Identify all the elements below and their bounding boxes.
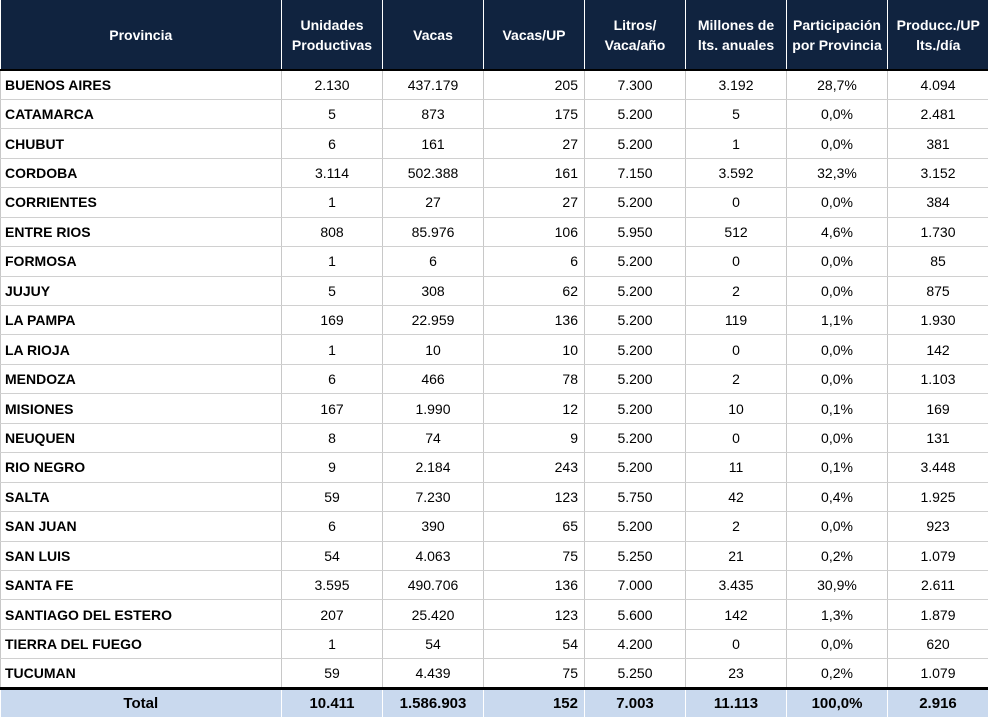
table-footer bbox=[1, 688, 988, 717]
cell-vacas-up: 27 bbox=[484, 188, 585, 217]
cell-unidades: 3.114 bbox=[282, 158, 383, 187]
table-row bbox=[1, 541, 988, 570]
cell-millones: 2 bbox=[686, 276, 787, 305]
cell-litros: 5.200 bbox=[585, 335, 686, 364]
cell-unidades: 169 bbox=[282, 306, 383, 335]
cell-vacas: 74 bbox=[383, 423, 484, 452]
cell-produccion: 131 bbox=[888, 423, 988, 452]
table-row bbox=[1, 217, 988, 246]
cell-millones: 11 bbox=[686, 453, 787, 482]
header-produccion-up: Producc./UP lts./día bbox=[888, 0, 988, 70]
cell-vacas-up: 205 bbox=[484, 70, 585, 99]
cell-litros: 5.200 bbox=[585, 453, 686, 482]
header-provincia: Provincia bbox=[1, 0, 282, 70]
cell-participacion: 0,0% bbox=[787, 276, 888, 305]
table-row bbox=[1, 129, 988, 158]
cell-vacas: 390 bbox=[383, 512, 484, 541]
cell-millones: 5 bbox=[686, 99, 787, 128]
cell-participacion: 0,2% bbox=[787, 541, 888, 570]
table-row bbox=[1, 453, 988, 482]
cell-millones: 0 bbox=[686, 188, 787, 217]
cell-vacas: 161 bbox=[383, 129, 484, 158]
cell-provincia: TUCUMAN bbox=[1, 659, 282, 688]
cell-produccion: 1.079 bbox=[888, 541, 988, 570]
cell-vacas-up: 10 bbox=[484, 335, 585, 364]
cell-millones: 23 bbox=[686, 659, 787, 688]
cell-participacion: 0,0% bbox=[787, 364, 888, 393]
cell-produccion: 3.152 bbox=[888, 158, 988, 187]
cell-litros: 5.200 bbox=[585, 394, 686, 423]
cell-litros: 7.300 bbox=[585, 70, 686, 99]
total-litros: 7.003 bbox=[585, 688, 686, 717]
cell-vacas-up: 54 bbox=[484, 629, 585, 658]
cell-litros: 5.250 bbox=[585, 659, 686, 688]
cell-millones: 3.592 bbox=[686, 158, 787, 187]
cell-provincia: SANTIAGO DEL ESTERO bbox=[1, 600, 282, 629]
table-row bbox=[1, 276, 988, 305]
cell-millones: 10 bbox=[686, 394, 787, 423]
cell-litros: 5.200 bbox=[585, 99, 686, 128]
cell-vacas: 22.959 bbox=[383, 306, 484, 335]
cell-vacas-up: 6 bbox=[484, 247, 585, 276]
table-row bbox=[1, 158, 988, 187]
cell-produccion: 384 bbox=[888, 188, 988, 217]
cell-vacas-up: 136 bbox=[484, 570, 585, 599]
cell-provincia: MISIONES bbox=[1, 394, 282, 423]
cell-unidades: 6 bbox=[282, 364, 383, 393]
total-row bbox=[1, 688, 988, 717]
cell-vacas-up: 27 bbox=[484, 129, 585, 158]
cell-vacas-up: 65 bbox=[484, 512, 585, 541]
cell-vacas-up: 175 bbox=[484, 99, 585, 128]
header-millones-lts: Millones de lts. anuales bbox=[686, 0, 787, 70]
cell-vacas-up: 136 bbox=[484, 306, 585, 335]
cell-millones: 119 bbox=[686, 306, 787, 335]
cell-vacas-up: 9 bbox=[484, 423, 585, 452]
cell-vacas: 466 bbox=[383, 364, 484, 393]
cell-millones: 0 bbox=[686, 247, 787, 276]
cell-vacas-up: 75 bbox=[484, 541, 585, 570]
cell-provincia: CHUBUT bbox=[1, 129, 282, 158]
cell-provincia: SANTA FE bbox=[1, 570, 282, 599]
cell-litros: 5.750 bbox=[585, 482, 686, 511]
cell-produccion: 875 bbox=[888, 276, 988, 305]
cell-produccion: 4.094 bbox=[888, 70, 988, 99]
cell-unidades: 1 bbox=[282, 629, 383, 658]
cell-unidades: 1 bbox=[282, 247, 383, 276]
cell-participacion: 0,0% bbox=[787, 423, 888, 452]
cell-vacas-up: 161 bbox=[484, 158, 585, 187]
cell-litros: 5.200 bbox=[585, 306, 686, 335]
cell-participacion: 0,0% bbox=[787, 247, 888, 276]
cell-millones: 0 bbox=[686, 423, 787, 452]
table-body bbox=[1, 70, 988, 688]
cell-litros: 7.000 bbox=[585, 570, 686, 599]
header-unidades-productivas: Unidades Productivas bbox=[282, 0, 383, 70]
cell-participacion: 0,0% bbox=[787, 512, 888, 541]
cell-unidades: 59 bbox=[282, 659, 383, 688]
cell-unidades: 5 bbox=[282, 276, 383, 305]
cell-millones: 3.435 bbox=[686, 570, 787, 599]
cell-unidades: 8 bbox=[282, 423, 383, 452]
table-row bbox=[1, 629, 988, 658]
cell-vacas: 25.420 bbox=[383, 600, 484, 629]
cell-participacion: 0,0% bbox=[787, 335, 888, 364]
cell-produccion: 1.730 bbox=[888, 217, 988, 246]
cell-participacion: 0,1% bbox=[787, 394, 888, 423]
cell-vacas: 873 bbox=[383, 99, 484, 128]
cell-millones: 0 bbox=[686, 335, 787, 364]
table-row bbox=[1, 335, 988, 364]
table-row bbox=[1, 247, 988, 276]
cell-participacion: 0,0% bbox=[787, 129, 888, 158]
total-participacion: 100,0% bbox=[787, 688, 888, 717]
cell-vacas: 27 bbox=[383, 188, 484, 217]
cell-unidades: 808 bbox=[282, 217, 383, 246]
table-row bbox=[1, 99, 988, 128]
cell-produccion: 1.925 bbox=[888, 482, 988, 511]
cell-produccion: 620 bbox=[888, 629, 988, 658]
cell-vacas: 437.179 bbox=[383, 70, 484, 99]
cell-produccion: 923 bbox=[888, 512, 988, 541]
table-row bbox=[1, 659, 988, 688]
cell-litros: 5.200 bbox=[585, 188, 686, 217]
cell-provincia: JUJUY bbox=[1, 276, 282, 305]
header-participacion: Participación por Provincia bbox=[787, 0, 888, 70]
cell-participacion: 4,6% bbox=[787, 217, 888, 246]
cell-millones: 0 bbox=[686, 629, 787, 658]
cell-vacas-up: 123 bbox=[484, 600, 585, 629]
cell-provincia: LA RIOJA bbox=[1, 335, 282, 364]
cell-produccion: 1.930 bbox=[888, 306, 988, 335]
cell-litros: 5.200 bbox=[585, 276, 686, 305]
cell-vacas: 502.388 bbox=[383, 158, 484, 187]
cell-unidades: 1 bbox=[282, 188, 383, 217]
header-vacas: Vacas bbox=[383, 0, 484, 70]
cell-provincia: TIERRA DEL FUEGO bbox=[1, 629, 282, 658]
cell-vacas-up: 243 bbox=[484, 453, 585, 482]
cell-provincia: FORMOSA bbox=[1, 247, 282, 276]
cell-participacion: 1,1% bbox=[787, 306, 888, 335]
cell-vacas-up: 75 bbox=[484, 659, 585, 688]
cell-unidades: 167 bbox=[282, 394, 383, 423]
cell-vacas: 54 bbox=[383, 629, 484, 658]
cell-vacas: 4.063 bbox=[383, 541, 484, 570]
cell-produccion: 169 bbox=[888, 394, 988, 423]
cell-millones: 2 bbox=[686, 364, 787, 393]
table-row bbox=[1, 570, 988, 599]
table-row bbox=[1, 306, 988, 335]
cell-vacas: 490.706 bbox=[383, 570, 484, 599]
cell-participacion: 30,9% bbox=[787, 570, 888, 599]
cell-vacas: 1.990 bbox=[383, 394, 484, 423]
cell-unidades: 6 bbox=[282, 129, 383, 158]
cell-provincia: LA PAMPA bbox=[1, 306, 282, 335]
cell-unidades: 3.595 bbox=[282, 570, 383, 599]
total-unidades: 10.411 bbox=[282, 688, 383, 717]
cell-litros: 4.200 bbox=[585, 629, 686, 658]
cell-participacion: 0,4% bbox=[787, 482, 888, 511]
cell-vacas-up: 106 bbox=[484, 217, 585, 246]
cell-litros: 7.150 bbox=[585, 158, 686, 187]
table-row bbox=[1, 423, 988, 452]
cell-participacion: 0,0% bbox=[787, 99, 888, 128]
cell-millones: 142 bbox=[686, 600, 787, 629]
cell-produccion: 1.879 bbox=[888, 600, 988, 629]
cell-unidades: 1 bbox=[282, 335, 383, 364]
cell-participacion: 0,0% bbox=[787, 188, 888, 217]
cell-provincia: CATAMARCA bbox=[1, 99, 282, 128]
total-millones: 11.113 bbox=[686, 688, 787, 717]
cell-provincia: ENTRE RIOS bbox=[1, 217, 282, 246]
cell-vacas-up: 12 bbox=[484, 394, 585, 423]
cell-vacas: 85.976 bbox=[383, 217, 484, 246]
cell-unidades: 6 bbox=[282, 512, 383, 541]
cell-millones: 2 bbox=[686, 512, 787, 541]
cell-provincia: SAN LUIS bbox=[1, 541, 282, 570]
cell-vacas: 308 bbox=[383, 276, 484, 305]
table-row bbox=[1, 364, 988, 393]
cell-millones: 21 bbox=[686, 541, 787, 570]
cell-vacas-up: 62 bbox=[484, 276, 585, 305]
header-litros-vaca-ano: Litros/ Vaca/año bbox=[585, 0, 686, 70]
cell-produccion: 2.611 bbox=[888, 570, 988, 599]
table-row bbox=[1, 70, 988, 99]
cell-unidades: 9 bbox=[282, 453, 383, 482]
total-label: Total bbox=[1, 688, 282, 717]
cell-produccion: 381 bbox=[888, 129, 988, 158]
header-vacas-up: Vacas/UP bbox=[484, 0, 585, 70]
cell-provincia: RIO NEGRO bbox=[1, 453, 282, 482]
cell-participacion: 0,0% bbox=[787, 629, 888, 658]
cell-provincia: NEUQUEN bbox=[1, 423, 282, 452]
cell-vacas: 6 bbox=[383, 247, 484, 276]
cell-litros: 5.200 bbox=[585, 247, 686, 276]
cell-millones: 512 bbox=[686, 217, 787, 246]
table-row bbox=[1, 512, 988, 541]
total-produccion: 2.916 bbox=[888, 688, 988, 717]
cell-participacion: 0,1% bbox=[787, 453, 888, 482]
table-row bbox=[1, 482, 988, 511]
cell-litros: 5.200 bbox=[585, 512, 686, 541]
cell-vacas: 10 bbox=[383, 335, 484, 364]
table-row bbox=[1, 188, 988, 217]
cell-vacas: 7.230 bbox=[383, 482, 484, 511]
cell-litros: 5.950 bbox=[585, 217, 686, 246]
cell-produccion: 85 bbox=[888, 247, 988, 276]
cell-unidades: 54 bbox=[282, 541, 383, 570]
cell-litros: 5.200 bbox=[585, 423, 686, 452]
cell-provincia: BUENOS AIRES bbox=[1, 70, 282, 99]
table-header bbox=[1, 0, 988, 70]
cell-produccion: 142 bbox=[888, 335, 988, 364]
cell-unidades: 5 bbox=[282, 99, 383, 128]
cell-participacion: 28,7% bbox=[787, 70, 888, 99]
cell-vacas-up: 78 bbox=[484, 364, 585, 393]
cell-litros: 5.200 bbox=[585, 364, 686, 393]
cell-vacas-up: 123 bbox=[484, 482, 585, 511]
cell-unidades: 2.130 bbox=[282, 70, 383, 99]
cell-litros: 5.250 bbox=[585, 541, 686, 570]
table-row bbox=[1, 394, 988, 423]
cell-provincia: SALTA bbox=[1, 482, 282, 511]
cell-millones: 1 bbox=[686, 129, 787, 158]
cell-litros: 5.200 bbox=[585, 129, 686, 158]
cell-provincia: CORDOBA bbox=[1, 158, 282, 187]
cell-provincia: CORRIENTES bbox=[1, 188, 282, 217]
cell-produccion: 2.481 bbox=[888, 99, 988, 128]
total-vacas: 1.586.903 bbox=[383, 688, 484, 717]
cell-vacas: 2.184 bbox=[383, 453, 484, 482]
cell-litros: 5.600 bbox=[585, 600, 686, 629]
cell-participacion: 0,2% bbox=[787, 659, 888, 688]
cell-vacas: 4.439 bbox=[383, 659, 484, 688]
cell-produccion: 1.079 bbox=[888, 659, 988, 688]
cell-provincia: SAN JUAN bbox=[1, 512, 282, 541]
cell-unidades: 207 bbox=[282, 600, 383, 629]
cell-millones: 3.192 bbox=[686, 70, 787, 99]
table-row bbox=[1, 600, 988, 629]
header-row bbox=[1, 0, 988, 70]
cell-produccion: 1.103 bbox=[888, 364, 988, 393]
cell-provincia: MENDOZA bbox=[1, 364, 282, 393]
cell-participacion: 32,3% bbox=[787, 158, 888, 187]
cell-unidades: 59 bbox=[282, 482, 383, 511]
cell-participacion: 1,3% bbox=[787, 600, 888, 629]
cell-produccion: 3.448 bbox=[888, 453, 988, 482]
total-vacas-up: 152 bbox=[484, 688, 585, 717]
cell-millones: 42 bbox=[686, 482, 787, 511]
